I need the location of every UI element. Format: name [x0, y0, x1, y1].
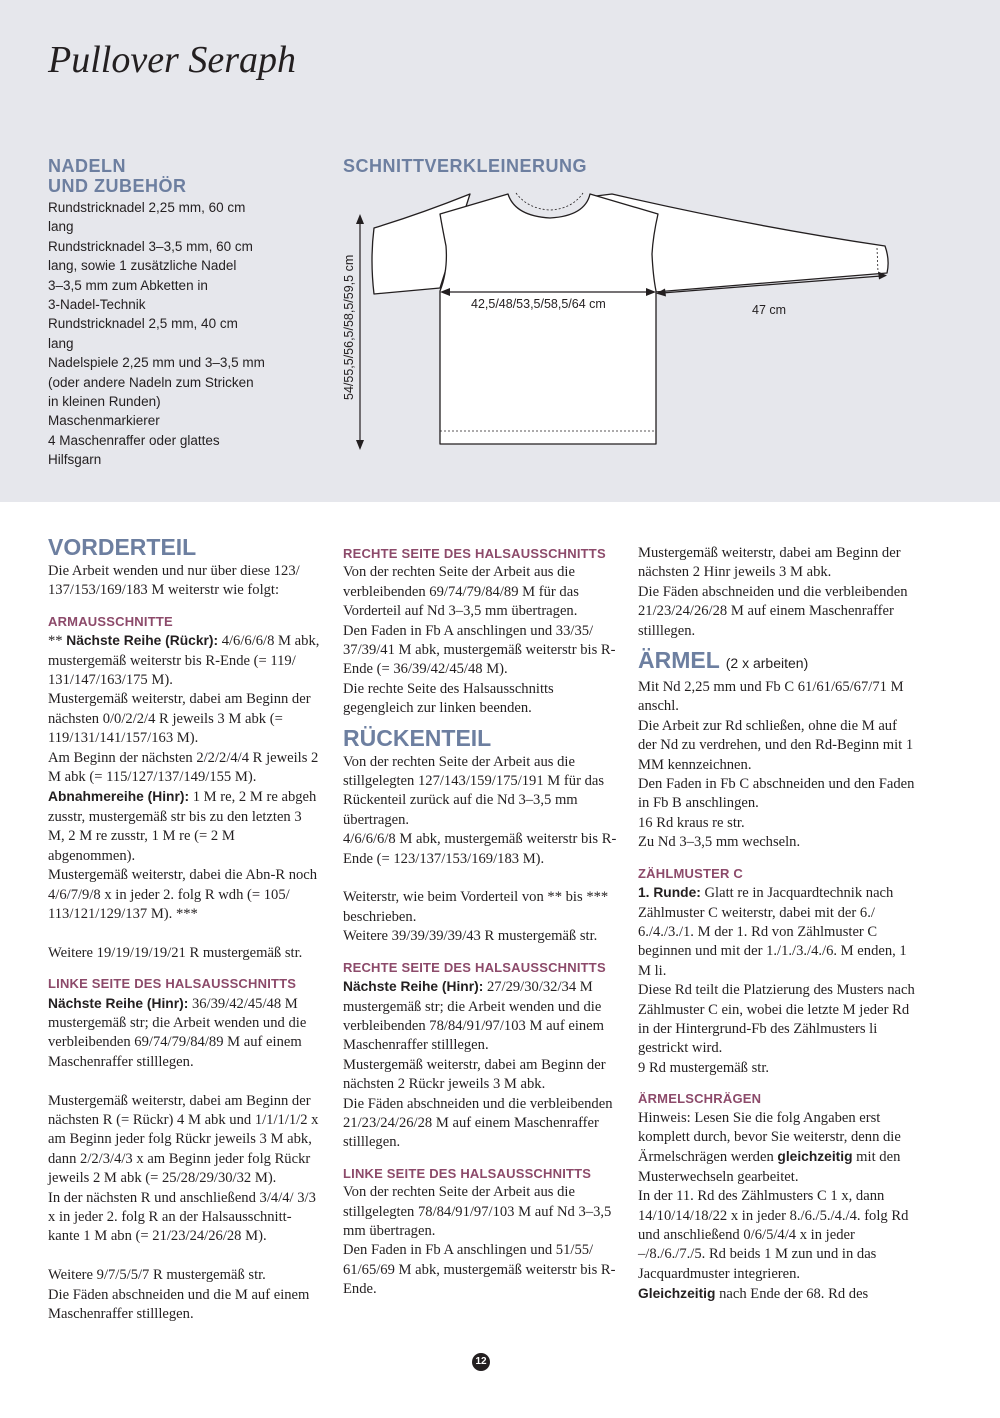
shaping-p1 [638, 1109, 916, 1188]
width-label: 42,5/48/53,5/58,5/64 cm [471, 297, 606, 311]
chart-heading: ZÄHLMUSTER C [638, 865, 743, 881]
front-heading: VORDERTEIL [48, 534, 197, 560]
left-p3: In der nächsten R und anschließend 3/4/4/ 3/3 x in jeder 2. folg R an der Halsausschnitt-kante 1 M abn (= 21/23/24/26/28 M). [48, 1189, 316, 1245]
back-p4: Weitere 39/39/39/39/43 R mustergemäß str. [343, 928, 598, 945]
body-shape [440, 194, 658, 444]
back-p3: Weiterstr, wie beim Vorderteil von ** bis *** beschrieben. [343, 889, 609, 925]
needles-line: Rundstricknadel 2,25 mm, 60 cm [48, 200, 246, 215]
needles-line: (oder andere Nadeln zum Stricken [48, 374, 254, 390]
left-p4: Weitere 9/7/5/5/7 R mustergemäß str. [48, 1267, 266, 1284]
needles-line: Nadelspiele 2,25 mm und 3–3,5 mm [48, 355, 265, 371]
needles-line: lang, sowie 1 zusätzliche Nadel [48, 258, 237, 274]
shaping-p1-post: mit den Musterwechseln gearbeitet. [638, 1149, 901, 1185]
back-p2: 4/6/6/6/8 M abk, mustergemäß weiterstr bis R-Ende (= 123/137/153/169/183 M). [343, 831, 617, 867]
sleeve-label: 47 cm [752, 303, 787, 317]
cont-p2: Die Fäden abschneiden und die verbleibenden 21/23/24/26/28 M auf einem Maschenraffer stilllegen. [638, 583, 908, 639]
armhole-p1-pre: ** [48, 633, 67, 650]
left-p5: Die Fäden abschneiden und die M auf einem Maschenraffer stilllegen. [48, 1286, 310, 1322]
needles-line: 4 Maschenraffer oder glattes [48, 432, 220, 448]
page-number: 12 [472, 1353, 490, 1371]
armhole-p1 [48, 631, 320, 690]
left-p1 [48, 994, 320, 1073]
needles-line: 3-Nadel-Technik [48, 297, 146, 313]
shaping-p3-bold: Gleichzeitig [638, 1286, 716, 1302]
armhole-p1-bold: Nächste Reihe (Rückr): [66, 633, 219, 649]
column-3 [638, 538, 916, 1305]
needles-line: Rundstricknadel 3–3,5 mm, 60 cm [48, 238, 253, 254]
schematic-heading: SCHNITTVERKLEINERUNG [343, 156, 588, 176]
sleeve-p5: Zu Nd 3–3,5 mm wechseln. [638, 834, 801, 851]
chart-p1-rest: Glatt re in Jacquardtechnik nach Zählmuster C weiterstr, dabei mit der 6./ 6./4./3./1. M der 1. Rd von Zählmuster C beginnen und mit der 1./1./3./4./6. M enden, 1 M li. [638, 885, 907, 979]
sleeve-p2: Die Arbeit zur Rd schließen, ohne die M auf der Nd zu verdrehen, und den Rd-Beginn mit 1 MM kennzeichnen. [638, 717, 914, 773]
needles-heading-line2: UND ZUBEHÖR [48, 176, 187, 196]
needles-heading [48, 156, 278, 196]
sleeve-p1: Mit Nd 2,25 mm und Fb C 61/61/65/67/71 M anschl. [638, 679, 904, 715]
back-right-p3: Die Fäden abschneiden und die verbleibenden 21/23/24/26/28 M auf einem Maschenraffer stilllegen. [343, 1095, 613, 1151]
sleeve-p4: 16 Rd kraus re str. [638, 814, 745, 831]
sweater-schematic [340, 176, 920, 466]
shaping-p1-pre: Hinweis: Lesen Sie die folg Angaben erst komplett durch, bevor Sie weiterstr, denn die Ärmelschrägen werden [638, 1109, 901, 1166]
needles-line: Hilfsgarn [48, 452, 102, 468]
right-p3: Die rechte Seite des Halsausschnitts gegengleich zur linken beenden. [343, 680, 554, 717]
left-neck-heading: LINKE SEITE DES HALSAUSSCHNITTS [48, 976, 297, 992]
needles-line: Maschenmarkierer [48, 413, 160, 429]
needles-section [48, 156, 278, 470]
needles-line: Rundstricknadel 2,5 mm, 40 cm [48, 316, 238, 332]
chart-p1 [638, 883, 916, 981]
back-heading: RÜCKENTEIL [343, 724, 492, 751]
armhole-p6: Weitere 19/19/19/19/21 R mustergemäß str. [48, 944, 303, 961]
sleeve-heading-text: ÄRMEL [638, 647, 720, 674]
left-p1-rest: 36/39/42/45/48 M mustergemäß str; die Arbeit wenden und die verbleibenden 69/74/79/84/89 M auf einem Maschenraffer stilllegen. [48, 995, 307, 1070]
back-left-heading: LINKE SEITE DES HALSAUSSCHNITTS [343, 1165, 592, 1181]
armhole-p4-bold: Abnahmereihe (Hinr): [48, 789, 190, 805]
shaping-p3-rest: nach Ende der 68. Rd des [715, 1286, 869, 1303]
cont-p1: Mustergemäß weiterstr, dabei am Beginn der nächsten 2 Hinr jeweils 3 M abk. [638, 545, 901, 581]
sleeve-p3: Den Faden in Fb C abschneiden und den Faden in Fb B anschlingen. [638, 776, 915, 812]
neck-rib-line [516, 193, 583, 210]
left-p2: Mustergemäß weiterstr, dabei am Beginn der nächsten R (= Rückr) 4 M abk und 1/1/1/1/2 x am Beginn jeder folg Rückr jeweils 3 M abk, dann 2/2/3/4/3 x am Beginn jeder folg Rückr jeweils 2 M abk (= 25/28/29/30/32 M). [48, 1092, 319, 1187]
column-1 [48, 534, 320, 1324]
needles-heading-line1: NADELN [48, 156, 126, 176]
column-2 [343, 538, 620, 1300]
needles-line: 3–3,5 mm zum Abketten in [48, 277, 208, 293]
back-left-p1: Von der rechten Seite der Arbeit aus die stillgelegten 78/84/91/97/103 M auf Nd 3–3,5 mm übertragen. [343, 1184, 612, 1239]
chart-p2: Diese Rd teilt die Platzierung des Musters nach Zählmuster C ein, wobei die letzte M jeder Rd in der Hintergrund-Fb des Zählmusters li gestrickt wird. [638, 982, 915, 1057]
sleeve-heading-sub: (2 x arbeiten) [725, 655, 809, 672]
length-arrow-bottom-head [356, 440, 364, 450]
needles-line: lang [48, 335, 74, 351]
armhole-p3: Am Beginn der nächsten 2/2/2/4/4 R jeweils 2 M abk (= 115/127/137/149/155 M). [48, 749, 319, 786]
back-right-p1-rest: 27/29/30/32/34 M mustergemäß str; die Arbeit wenden und die verbleibenden 78/84/91/97/103 M auf einem Maschenraffer stilllegen. [343, 979, 605, 1054]
chart-p1-bold: 1. Runde: [638, 885, 701, 901]
shaping-p3 [638, 1284, 916, 1304]
needles-line: lang [48, 219, 74, 235]
length-label: 54/55,5/56,5/58,5/59,5 cm [342, 254, 356, 400]
shaping-p1-bold: gleichzeitig [777, 1149, 853, 1165]
needles-list [48, 198, 278, 470]
page-title: Pullover Seraph [48, 39, 297, 81]
armhole-heading: ARMAUSSCHNITTE [48, 613, 173, 629]
right-neck-heading: RECHTE SEITE DES HALSAUSSCHNITTS [343, 546, 606, 561]
back-right-p1-bold: Nächste Reihe (Hinr): [343, 979, 484, 995]
back-left-p2: Den Faden in Fb A anschlingen und 51/55/ 61/65/69 M abk, mustergemäß weiterstr bis R-Ende. [343, 1242, 616, 1298]
right-p2: Den Faden in Fb A anschlingen und 33/35/ 37/39/41 M abk, mustergemäß weiterstr bis R-Ende (= 36/39/42/45/48 M). [343, 622, 616, 678]
shaping-heading: ÄRMELSCHRÄGEN [638, 1091, 762, 1107]
shaping-p2: In der 11. Rd des Zählmusters C 1 x, dann 14/10/14/18/22 x in jeder 8./6./5./4./4. folg Rd und anschließend 0/6/5/4/4 x in jeder –/8./6./7./5. Rd beids 1 M zun und in das Jacquardmuster integrieren. [638, 1188, 909, 1282]
armhole-p2: Mustergemäß weiterstr, dabei am Beginn der nächsten 0/0/2/2/4 R jeweils 3 M abk (= 119/131/141/157/163 M). [48, 691, 311, 747]
back-right-p1 [343, 977, 620, 1056]
length-arrow-top-head [356, 214, 364, 224]
back-right-p2: Mustergemäß weiterstr, dabei am Beginn der nächsten 2 Rückr jeweils 3 M abk. [343, 1056, 606, 1093]
chart-p3: 9 Rd mustergemäß str. [638, 1059, 770, 1076]
back-p1: Von der rechten Seite der Arbeit aus die stillgelegten 127/143/159/175/191 M für das Rückenteil zurück auf die Nd 3–3,5 mm übertragen. [343, 753, 605, 828]
armhole-p1-rest: 4/6/6/6/8 M abk, mustergemäß weiterstr bis R-Ende (= 119/ 131/147/163/175 M). [48, 633, 320, 689]
armhole-p4-rest: 1 M re, 2 M re abgeh zusstr, mustergemäß str bis zu den letzten 3 M, 2 M re zusstr, 1 M re (= 2 M abgenommen). [48, 789, 317, 864]
left-p1-bold: Nächste Reihe (Hinr): [48, 995, 189, 1011]
back-right-heading: RECHTE SEITE DES HALSAUSSCHNITTS [343, 959, 606, 975]
armhole-p4 [48, 787, 320, 866]
armhole-p5: Mustergemäß weiterstr, dabei die Abn-R noch 4/6/7/9/8 x in jeder 2. folg R wdh (= 105/ 113/121/129/137 M). *** [48, 867, 318, 922]
sleeve-heading [638, 645, 916, 678]
front-intro: Die Arbeit wenden und nur über diese 123/ 137/153/169/183 M weiterstr wie folgt: [48, 563, 300, 599]
needles-line: in kleinen Runden) [48, 394, 161, 410]
right-p1: Von der rechten Seite der Arbeit aus die verbleibenden 69/74/79/84/89 M für das Vorderteil auf Nd 3–3,5 mm übertragen. [343, 564, 579, 620]
